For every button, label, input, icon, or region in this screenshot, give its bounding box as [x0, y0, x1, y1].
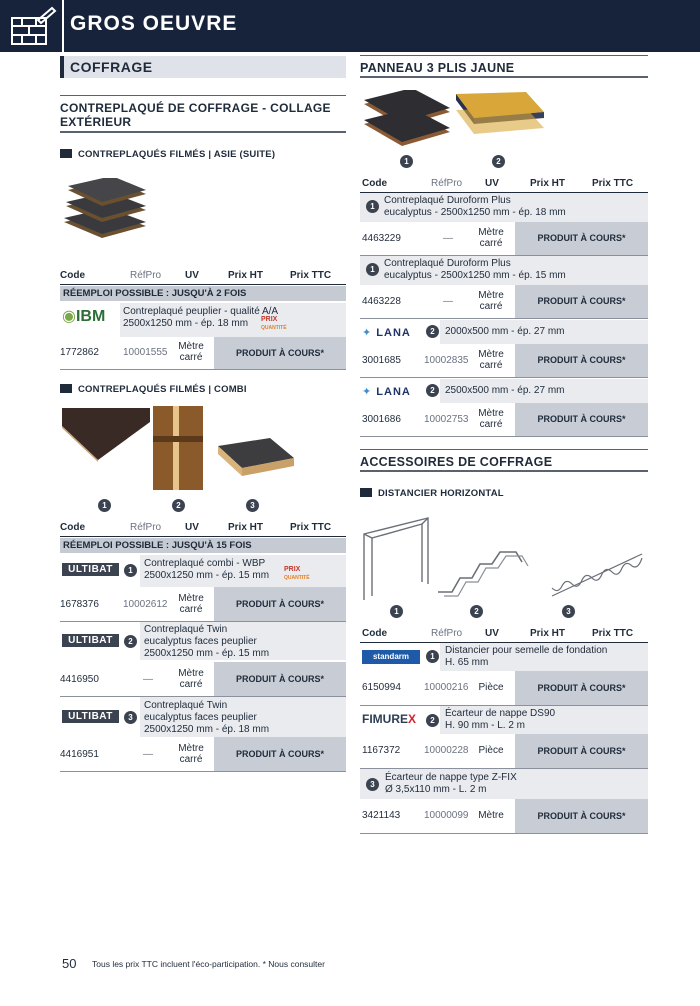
uv-line1: Mètre: [478, 290, 504, 301]
col-code: Code: [60, 270, 85, 281]
product-description: Contreplaqué Twin: [144, 700, 228, 711]
subsection-square-icon: [60, 384, 72, 393]
image-number-1: 1: [400, 155, 413, 168]
col-prix-ttc: Prix TTC: [592, 628, 634, 639]
subsection-label: CONTREPLAQUÉS FILMÉS | ASIE (SUITE): [78, 149, 276, 160]
status-produit-a-cours: PRODUIT À COURS*: [515, 734, 648, 768]
product-code: 3001686: [362, 414, 401, 425]
panel-3plis-image-2: [456, 92, 544, 138]
left-column: [60, 0, 346, 1006]
image-number-2: 2: [172, 499, 185, 512]
col-prix-ht: Prix HT: [530, 178, 566, 189]
uv-line2: carré: [179, 352, 203, 363]
subsection-title-asie: [60, 149, 275, 160]
table-header: [360, 627, 648, 641]
row-divider: [360, 377, 648, 378]
product-uv: [174, 593, 208, 615]
product-number: 3: [366, 778, 379, 791]
col-prix-ht: Prix HT: [530, 628, 566, 639]
band-accent: [60, 56, 64, 78]
col-prix-ttc: Prix TTC: [290, 270, 332, 281]
product-code: 3001685: [362, 355, 401, 366]
image-number-2: 2: [492, 155, 505, 168]
product-dimensions: 2500x1250 mm - ép. 15 mm: [144, 648, 270, 659]
product-dimensions: H. 65 mm: [445, 657, 489, 668]
product-number: 2: [426, 325, 439, 338]
product-code: 1167372: [362, 745, 401, 756]
row-divider: [360, 833, 648, 834]
col-uv: UV: [485, 628, 499, 639]
product-refpro: —: [443, 296, 453, 307]
product-code: 1678376: [60, 599, 99, 610]
table-header: [60, 269, 346, 283]
product-refpro: 10002612: [123, 599, 168, 610]
page-number: 50: [62, 956, 77, 971]
col-uv: UV: [185, 270, 199, 281]
col-code: Code: [60, 522, 85, 533]
product-refpro: —: [143, 674, 153, 685]
right-column: [360, 0, 648, 1006]
table-header-rule: [60, 284, 346, 285]
title-rule-top: [360, 55, 648, 56]
product-dimensions: 2500x1250 mm - ép. 18 mm: [144, 724, 270, 735]
uv-line1: Mètre: [478, 408, 504, 419]
uv-line1: Mètre: [478, 349, 504, 360]
image-number-2: 2: [470, 605, 483, 618]
table-header-rule: [60, 536, 346, 537]
lana-logo: ✦ LANA: [362, 386, 411, 398]
prix-badge-line2: QUANTITÉ: [261, 325, 287, 331]
section-band-label: COFFRAGE: [70, 59, 153, 75]
status-produit-a-cours: PRODUIT À COURS*: [515, 285, 648, 318]
product-dimensions: eucalyptus - 2500x1250 mm - ép. 15 mm: [384, 270, 566, 281]
standarm-logo: standarm: [362, 650, 420, 664]
distancier-wire-image-3: [550, 548, 646, 600]
combi-panel-image-1: [62, 406, 150, 462]
section-title-panneau: PANNEAU 3 PLIS JAUNE: [360, 61, 515, 75]
product-code: 1772862: [60, 347, 99, 358]
row-divider: [360, 318, 648, 319]
product-refpro: 10001555: [123, 347, 168, 358]
product-dimensions: 2500x500 mm - ép. 27 mm: [445, 385, 565, 396]
product-dimensions: 2500x1250 mm - ép. 15 mm: [144, 570, 270, 581]
col-code: Code: [362, 178, 387, 189]
image-number-3: 3: [562, 605, 575, 618]
product-code: 6150994: [362, 682, 401, 693]
status-produit-a-cours: PRODUIT À COURS*: [214, 337, 346, 369]
ibm-logo-text: IBM: [75, 308, 106, 325]
section-title-accessoires: ACCESSOIRES DE COFFRAGE: [360, 455, 553, 469]
prix-badge-line1: PRIX: [284, 566, 301, 573]
ultibat-logo: ULTIBAT: [62, 563, 119, 576]
row-divider: [60, 771, 346, 772]
uv-line1: Mètre: [178, 341, 204, 352]
subsection-square-icon: [60, 149, 72, 158]
image-number-1: 1: [98, 499, 111, 512]
product-description-2: eucalyptus faces peuplier: [144, 712, 257, 723]
product-description: Contreplaqué Duroform Plus: [384, 258, 511, 269]
col-prix-ttc: Prix TTC: [592, 178, 634, 189]
section-title: CONTREPLAQUÉ DE COFFRAGE - COLLAGE EXTÉRIEUR: [60, 101, 331, 129]
product-code: 4416951: [60, 749, 99, 760]
product-number: 1: [366, 263, 379, 276]
status-produit-a-cours: PRODUIT À COURS*: [214, 587, 346, 621]
product-uv: [174, 341, 208, 363]
title-rule-top: [360, 449, 648, 450]
lana-logo-text: LANA: [376, 386, 411, 398]
product-refpro: 10002835: [424, 355, 469, 366]
col-uv: UV: [185, 522, 199, 533]
col-prix-ht: Prix HT: [228, 270, 264, 281]
col-refpro: RéfPro: [431, 628, 463, 639]
product-number: 3: [124, 711, 137, 724]
product-uv: Mètre: [478, 810, 504, 821]
product-number: 1: [124, 564, 137, 577]
uv-line1: Mètre: [178, 593, 204, 604]
product-uv: [174, 743, 208, 765]
col-code: Code: [362, 628, 387, 639]
product-description-2: eucalyptus faces peuplier: [144, 636, 257, 647]
ibm-logo: ◉IBM: [62, 308, 106, 325]
product-uv: [474, 290, 508, 312]
section-band-coffrage: [60, 56, 346, 78]
uv-line1: Mètre: [478, 227, 504, 238]
status-produit-a-cours: PRODUIT À COURS*: [214, 662, 346, 696]
col-uv: UV: [485, 178, 499, 189]
uv-line2: carré: [179, 604, 203, 615]
product-number: 2: [426, 714, 439, 727]
subsection-title-combi: [60, 384, 247, 395]
product-refpro: 10000228: [424, 745, 469, 756]
ultibat-logo: ULTIBAT: [62, 634, 119, 647]
product-number: 1: [366, 200, 379, 213]
product-dimensions: 2000x500 mm - ép. 27 mm: [445, 326, 565, 337]
product-code: 3421143: [362, 810, 401, 821]
product-uv: Pièce: [478, 745, 504, 756]
subsection-square-icon: [360, 488, 372, 497]
col-refpro: RéfPro: [130, 522, 162, 533]
title-rule-bottom: [360, 470, 648, 472]
status-produit-a-cours: PRODUIT À COURS*: [515, 344, 648, 377]
table-header: [60, 521, 346, 535]
product-description: Distancier pour semelle de fondation: [445, 645, 608, 656]
lana-logo: ✦ LANA: [362, 327, 411, 339]
fimurex-logo-text: FIMURE: [362, 712, 408, 726]
product-description: Écarteur de nappe type Z-FIX: [385, 772, 517, 783]
uv-line1: Mètre: [178, 668, 204, 679]
image-number-3: 3: [246, 499, 259, 512]
col-refpro: RéfPro: [130, 270, 162, 281]
uv-line2: carré: [179, 679, 203, 690]
fimurex-logo-x: X: [408, 712, 417, 726]
subsection-label: DISTANCIER HORIZONTAL: [378, 488, 504, 499]
product-number: 2: [124, 635, 137, 648]
uv-line1: Mètre: [178, 743, 204, 754]
product-uv: [474, 349, 508, 371]
footer-note: Tous les prix TTC incluent l'éco-participation. * Nous consulter: [92, 959, 325, 969]
product-description: Écarteur de nappe DS90: [445, 708, 556, 719]
brick-wall-trowel-icon: [8, 4, 58, 48]
panel-3plis-image-1: [362, 90, 452, 152]
product-uv: [474, 227, 508, 249]
product-uv: [474, 408, 508, 430]
product-refpro: 10000099: [424, 810, 469, 821]
uv-line2: carré: [479, 301, 503, 312]
distancier-wire-image-1: [362, 512, 432, 604]
prix-badge-line1: PRIX: [261, 316, 278, 323]
product-refpro: —: [143, 749, 153, 760]
product-description: Contreplaqué combi - WBP: [144, 558, 266, 569]
status-produit-a-cours: PRODUIT À COURS*: [515, 671, 648, 705]
col-prix-ht: Prix HT: [228, 522, 264, 533]
fimurex-logo: [362, 712, 416, 726]
product-dimensions: Ø 3,5x110 mm - L. 2 m: [385, 784, 487, 795]
col-refpro: RéfPro: [431, 178, 463, 189]
subsection-title-distancier: [360, 488, 504, 499]
product-refpro: 10002753: [424, 414, 469, 425]
title-rule-bottom: [60, 131, 346, 133]
col-prix-ttc: Prix TTC: [290, 522, 332, 533]
product-code: 4463228: [362, 296, 401, 307]
ultibat-logo: ULTIBAT: [62, 710, 119, 723]
reemploi-banner-15: RÉEMPLOI POSSIBLE : JUSQU'À 15 FOIS: [60, 538, 346, 553]
product-refpro: 10000216: [424, 682, 469, 693]
uv-line2: carré: [479, 360, 503, 371]
status-produit-a-cours: PRODUIT À COURS*: [515, 222, 648, 255]
reemploi-banner-2: RÉEMPLOI POSSIBLE : JUSQU'À 2 FOIS: [60, 286, 346, 301]
product-code: 4416950: [60, 674, 99, 685]
product-description: Contreplaqué Duroform Plus: [384, 195, 511, 206]
uv-line2: carré: [479, 238, 503, 249]
prix-badge-line2: QUANTITÉ: [284, 575, 310, 581]
image-number-1: 1: [390, 605, 403, 618]
prix-quantite-badge: [259, 316, 285, 333]
distancier-wire-image-2: [438, 548, 538, 598]
product-dimensions: 2500x1250 mm - ép. 18 mm: [123, 318, 249, 329]
table-header: [360, 177, 648, 191]
row-divider: [360, 436, 648, 437]
title-rule-top: [60, 95, 346, 96]
combi-panel-image-2: [153, 406, 203, 490]
row-divider: [60, 369, 346, 370]
uv-line2: carré: [479, 419, 503, 430]
page-title: GROS OEUVRE: [70, 12, 238, 35]
status-produit-a-cours: PRODUIT À COURS*: [515, 799, 648, 833]
product-code: 4463229: [362, 233, 401, 244]
stacked-plywood-image: [60, 178, 150, 248]
product-uv: [174, 668, 208, 690]
status-produit-a-cours: PRODUIT À COURS*: [214, 737, 346, 771]
combi-panel-image-3: [208, 436, 296, 490]
lana-logo-text: LANA: [376, 327, 411, 339]
product-dimensions: H. 90 mm - L. 2 m: [445, 720, 526, 731]
product-number: 2: [426, 384, 439, 397]
product-dimensions: eucalyptus - 2500x1250 mm - ép. 18 mm: [384, 207, 566, 218]
product-uv: Pièce: [478, 682, 504, 693]
product-number: 1: [426, 650, 439, 663]
title-rule-bottom: [360, 76, 648, 78]
product-refpro: —: [443, 233, 453, 244]
product-description: Contreplaqué peuplier - qualité A/A: [123, 306, 279, 317]
subsection-label: CONTREPLAQUÉS FILMÉS | COMBI: [78, 384, 247, 395]
status-produit-a-cours: PRODUIT À COURS*: [515, 403, 648, 436]
uv-line2: carré: [179, 754, 203, 765]
product-description: Contreplaqué Twin: [144, 624, 228, 635]
prix-quantite-badge: [282, 566, 308, 583]
